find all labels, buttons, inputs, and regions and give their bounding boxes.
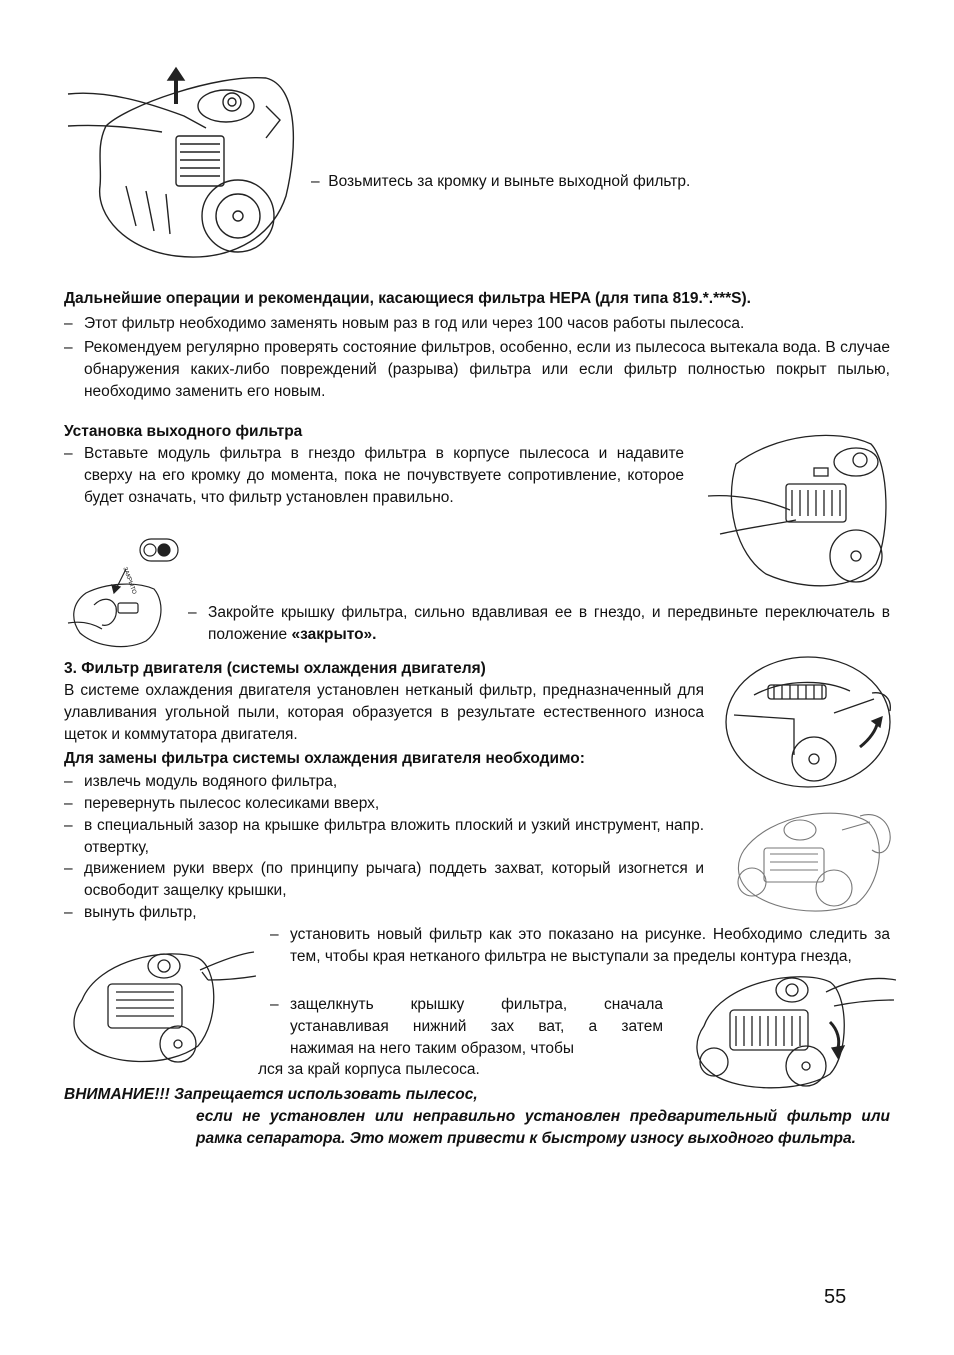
dash: – xyxy=(64,445,73,462)
step-remove-filter xyxy=(311,171,831,193)
install-heading: Установка выходного фильтра xyxy=(64,423,303,440)
motor-item-1 xyxy=(64,771,704,793)
illustration-open-motor-cover xyxy=(730,800,894,914)
motor-subheading: Для замены фильтра системы охлаждения двигателя необходимо: xyxy=(64,750,585,767)
dash: – xyxy=(64,817,73,834)
dash: – xyxy=(64,773,73,790)
illustration-screwdriver xyxy=(724,655,892,789)
motor-item-4 xyxy=(64,858,704,902)
motor-item-text: установить новый фильтр как это показано на рисунке. Необходимо следить за тем, чтобы края нетканого фильтра не выступали за пределы контура гнезда, xyxy=(290,926,890,965)
warning-line-1 xyxy=(64,1084,664,1106)
motor-item-text: перевернуть пылесос колесиками вверх, xyxy=(84,795,380,812)
motor-item-text: в специальный зазор на крышке фильтра вложить плоский и узкий инструмент, напр. отвертку, xyxy=(84,817,704,856)
dash: – xyxy=(270,926,279,943)
dash: – xyxy=(64,904,73,921)
motor-item-text: извлечь модуль водяного фильтра, xyxy=(84,773,338,790)
illustration-snap-cover xyxy=(690,966,896,1094)
snap-line-1: защелкнуть крышку фильтра, сначала xyxy=(290,996,663,1013)
hepa-item-text: Этот фильтр необходимо заменять новым раз в год или через 100 часов работы пылесоса. xyxy=(84,315,745,332)
motor-heading: 3. Фильтр двигателя (системы охлаждения двигателя) xyxy=(64,660,486,677)
dash: – xyxy=(270,996,279,1013)
dash: – xyxy=(64,795,73,812)
snap-tail: лся за край корпуса пылесоса. xyxy=(258,1061,480,1078)
motor-item-text: вынуть фильтр, xyxy=(84,904,197,921)
dash: – xyxy=(64,339,73,356)
motor-item-new-filter xyxy=(270,924,890,968)
hepa-item-1 xyxy=(64,313,890,335)
dash: – xyxy=(64,315,73,332)
install-item xyxy=(64,443,684,509)
snap-line-2: устанавливая нижний зах ват, а затем xyxy=(290,1018,663,1035)
motor-item-5 xyxy=(64,902,704,924)
install-item-text: Вставьте модуль фильтра в гнездо фильтра в корпусе пылесоса и надавите сверху на его кромку до момента, пока не почувствуете сопротивление, которое будет означать, что фильтр установлен правильно. xyxy=(84,445,684,506)
switch-label: ЗАКРЫТО xyxy=(121,566,137,596)
dash: – xyxy=(188,604,197,621)
hepa-item-text: Рекомендуем регулярно проверять состояние фильтров, особенно, если из пылесоса вытекала вода. В случае обнаружения каких-либо повреждений (разрыва) фильтра или если фильтр полностью покрыт пылью, необходимо заменить его новым. xyxy=(84,339,890,400)
step-remove-filter-text: Возьмитесь за кромку и выньте выходной фильтр. xyxy=(328,173,691,190)
warning-label: ВНИМАНИЕ!!! xyxy=(64,1086,170,1103)
warning-line1-text: Запрещается использовать пылесос, xyxy=(174,1086,478,1103)
illustration-remove-outlet-filter xyxy=(66,66,298,262)
illustration-place-new-filter xyxy=(68,940,256,1070)
close-lid-item xyxy=(188,602,890,646)
close-lid-text: Закройте крышку фильтра, сильно вдавливая ее в гнездо, и передвиньте переключатель в положение xyxy=(208,604,890,643)
warning-rest: если не установлен или неправильно установлен предварительный фильтр или рамка сепаратора. Это может привести к быстрому износу выходного фильтра. xyxy=(196,1108,890,1147)
dash: – xyxy=(311,173,320,190)
dash: – xyxy=(64,860,73,877)
close-lid-bold: «закрыто». xyxy=(291,626,377,643)
illustration-insert-filter xyxy=(706,424,890,592)
motor-item-text: движением руки вверх (по принципу рычага) поддеть захват, который изогнется и освободит защелку крышки, xyxy=(84,860,704,899)
hepa-item-2 xyxy=(64,337,890,403)
motor-intro: В системе охлаждения двигателя установлен нетканый фильтр, предназначенный для улавливания угольной пыли, которая образуется в результате естественного износа щеток и коммутатора двигателя. xyxy=(64,682,704,743)
motor-item-snap xyxy=(270,994,663,1060)
motor-item-3 xyxy=(64,815,704,859)
illustration-close-lid xyxy=(66,533,184,651)
page-number: 55 xyxy=(824,1286,847,1308)
motor-item-2 xyxy=(64,793,704,815)
snap-line-3: нажимая на него таким образом, чтобы xyxy=(290,1040,575,1057)
hepa-heading: Дальнейшие операции и рекомендации, касающиеся фильтра HEPA (для типа 819.*.***S). xyxy=(64,290,751,307)
